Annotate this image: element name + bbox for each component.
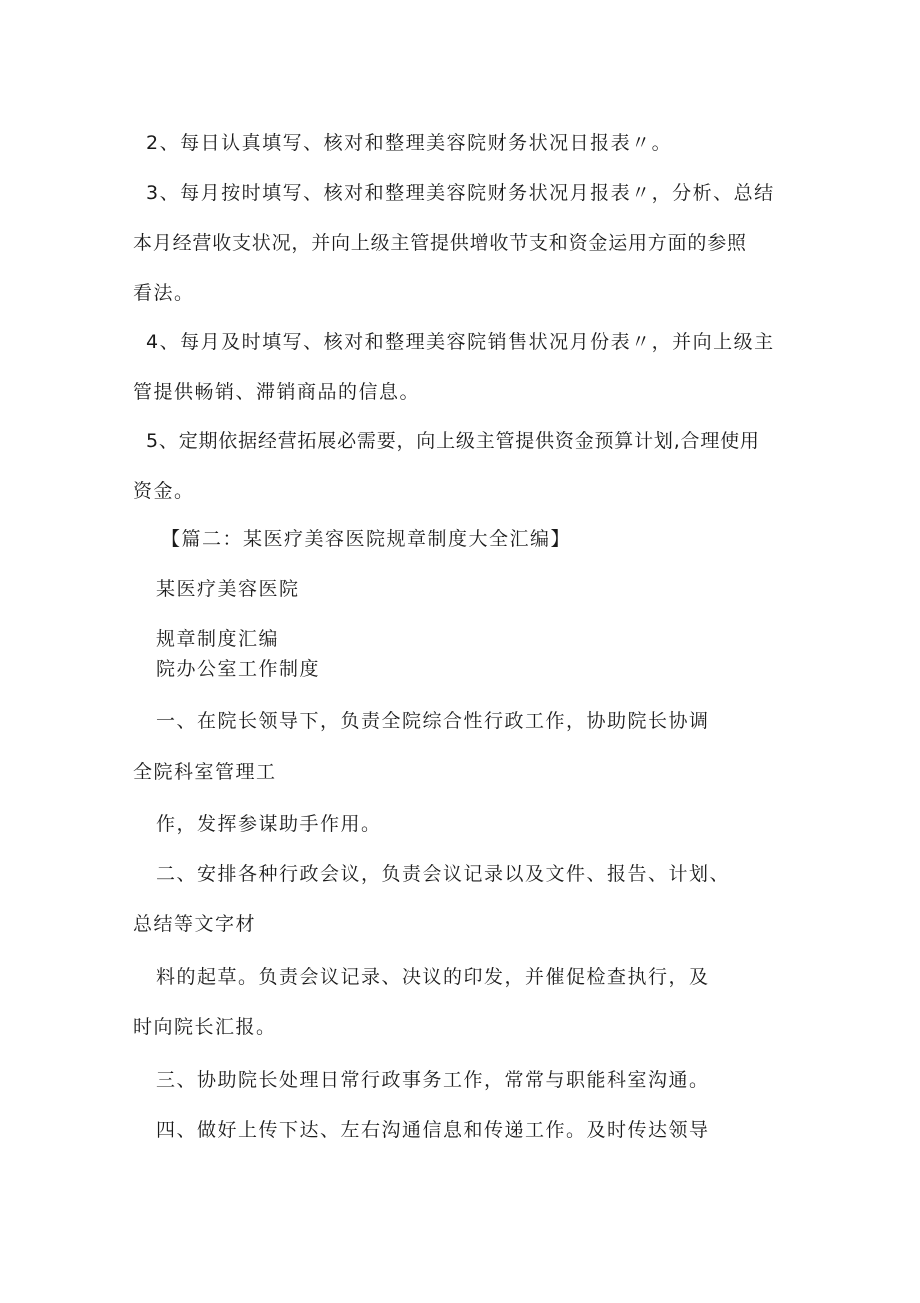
rule-3: 三、协助院长处理日常行政事务工作，常常与职能科室沟通。 (156, 1069, 710, 1091)
hospital-name: 某医疗美容医院 (156, 578, 300, 600)
rule-4-line-1: 四、做好上传下达、左右沟通信息和传递工作。及时传达领导 (156, 1119, 710, 1141)
paragraph-item-4-line-1: 4、每月及时填写、核对和整理美容院销售状况月份表〃，并向上级主 (146, 331, 775, 353)
paragraph-item-2: 2、每日认真填写、核对和整理美容院财务状况日报表〃。 (146, 132, 673, 154)
compilation-title: 规章制度汇编 (156, 628, 280, 650)
rule-1-line-2: 全院科室管理工 (133, 761, 277, 783)
rule-2-line-4: 时向院长汇报。 (133, 1016, 277, 1038)
paragraph-item-3-line-1: 3、每月按时填写、核对和整理美容院财务状况月报表〃，分析、总结 (146, 182, 775, 204)
rule-1-line-1: 一、在院长领导下，负责全院综合性行政工作，协助院长协调 (156, 710, 710, 732)
rule-2-line-3: 料的起草。负责会议记录、决议的印发，并催促检查执行，及 (156, 966, 710, 988)
rule-2-line-1: 二、安排各种行政会议，负责会议记录以及文件、报告、计划、 (156, 863, 731, 885)
paragraph-item-5-line-2: 资金。 (133, 480, 195, 502)
paragraph-item-4-line-2: 管提供畅销、滞销商品的信息。 (133, 381, 421, 403)
paragraph-item-5-line-1: 5、定期依据经营拓展必需要，向上级主管提供资金预算计划,合理使用 (146, 430, 760, 452)
office-rules-title: 院办公室工作制度 (156, 658, 321, 680)
rule-1-line-3: 作，发挥参谋助手作用。 (156, 813, 382, 835)
section-heading: 【篇二：某医疗美容医院规章制度大全汇编】 (161, 528, 572, 550)
rule-2-line-2: 总结等文字材 (133, 913, 257, 935)
paragraph-item-3-line-3: 看法。 (133, 282, 195, 304)
paragraph-item-3-line-2: 本月经营收支状况，并向上级主管提供增收节支和资金运用方面的参照 (133, 232, 747, 254)
